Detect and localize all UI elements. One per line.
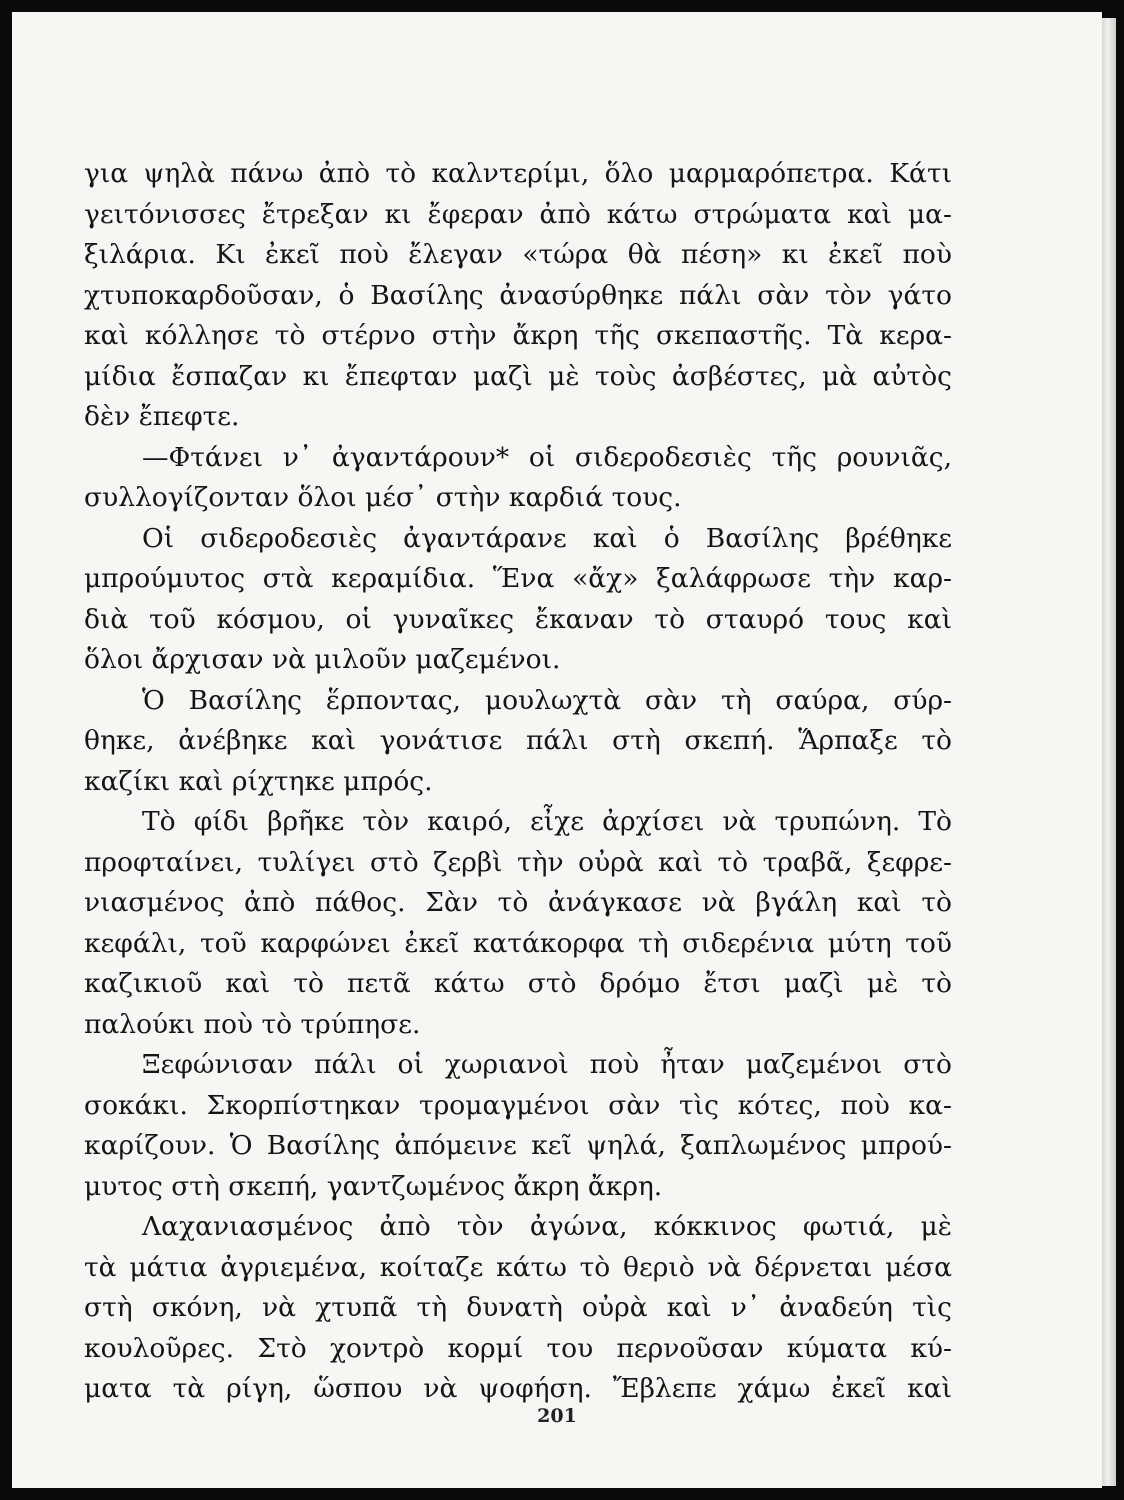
text-line: στὴ σκόνη, νὰ χτυπᾶ τὴ δυνατὴ οὐρὰ καὶ ν᾽ ἀναδεύη τὶς (84, 1292, 952, 1323)
text-line: μπρούμυτος στὰ κεραμίδια. Ἕνα «ἄχ» ξαλάφρωσε τὴν καρ- (84, 563, 952, 594)
text-line: σοκάκι. Σκορπίστηκαν τρομαγμένοι σὰν τὶς κότες, ποὺ κα- (84, 1089, 952, 1121)
text-line: για ψηλὰ πάνω ἀπὸ τὸ καλντερίμι, ὅλο μαρμαρόπετρα. Κάτι (84, 158, 952, 189)
text-line: Ὁ Βασίλης ἕρποντας, μουλωχτὰ σὰν τὴ σαύρα, σύρ- (142, 684, 952, 716)
text-line: θηκε, ἀνέβηκε καὶ γονάτισε πάλι στὴ σκεπή. Ἅρπαξε τὸ (84, 725, 952, 756)
page-number: 201 (537, 1405, 577, 1427)
text-line: μυτος στὴ σκεπή, γαντζωμένος ἄκρη ἄκρη. (84, 1170, 663, 1202)
text-line: ὅλοι ἄρχισαν νὰ μιλοῦν μαζεμένοι. (84, 644, 561, 675)
text-line: —Φτάνει ν᾽ ἀγαντάρουν* οἱ σιδεροδεσιὲς τῆς ρουνιᾶς, (142, 441, 952, 473)
text-line: ματα τὰ ρίγη, ὥσπου νὰ ψοφήση. Ἔβλεπε χάμω ἐκεῖ καὶ (84, 1373, 952, 1404)
text-line: Ξεφώνισαν πάλι οἱ χωριανοὶ ποὺ ἦταν μαζεμένοι στὸ (142, 1049, 952, 1080)
body-text (84, 154, 952, 1410)
text-line: Οἱ σιδεροδεσιὲς ἀγαντάρανε καὶ ὁ Βασίλης βρέθηκε (142, 522, 952, 554)
text-line: τὰ μάτια ἀγριεμένα, κοίταζε κάτω τὸ θεριὸ νὰ δέρνεται μέσα (84, 1251, 952, 1283)
text-line: προφταίνει, τυλίγει στὸ ζερβὶ τὴν οὐρὰ καὶ τὸ τραβᾶ, ξεφρε- (84, 846, 952, 878)
text-line: καζίκι καὶ ρίχτηκε μπρός. (84, 765, 433, 797)
text-line: καζικιοῦ καὶ τὸ πετᾶ κάτω στὸ δρόμο ἔτσι μαζὶ μὲ τὸ (84, 968, 952, 999)
text-line: καρίζουν. Ὁ Βασίλης ἀπόμεινε κεῖ ψηλά, ξαπλωμένος μπρού- (84, 1130, 952, 1161)
text-line: διὰ τοῦ κόσμου, οἱ γυναῖκες ἔκαναν τὸ σταυρό τους καὶ (84, 603, 952, 635)
text-line: μίδια ἔσπαζαν κι ἔπεφταν μαζὶ μὲ τοὺς ἀσβέστες, μὰ αὐτὸς (84, 360, 952, 392)
text-line: χτυποκαρδοῦσαν, ὁ Βασίλης ἀνασύρθηκε πάλι σὰν τὸν γάτο (84, 279, 952, 311)
page-edge (1102, 18, 1116, 1486)
text-line: ξιλάρια. Κι ἐκεῖ ποὺ ἔλεγαν «τώρα θὰ πέση» κι ἐκεῖ ποὺ (84, 239, 952, 270)
book-page (12, 12, 1102, 1488)
text-line: συλλογίζονταν ὅλοι μέσ᾽ στὴν καρδιά τους. (84, 482, 682, 513)
text-line: καὶ κόλλησε τὸ στέρνο στὴν ἄκρη τῆς σκεπαστῆς. Τὰ κερα- (84, 320, 952, 351)
text-line: Λαχανιασμένος ἀπὸ τὸν ἀγώνα, κόκκινος φωτιά, μὲ (142, 1211, 952, 1242)
text-line: νιασμένος ἀπὸ πάθος. Σὰν τὸ ἀνάγκασε νὰ βγάλη καὶ τὸ (84, 887, 952, 918)
text-line: κεφάλι, τοῦ καρφώνει ἐκεῖ κατάκορφα τὴ σιδερένια μύτη τοῦ (84, 927, 952, 959)
text-line: γειτόνισσες ἔτρεξαν κι ἔφεραν ἀπὸ κάτω στρώματα καὶ μα- (84, 198, 952, 230)
text-line: δὲν ἔπεφτε. (84, 401, 240, 432)
text-line: κουλοῦρες. Στὸ χοντρὸ κορμί του περνοῦσαν κύματα κύ- (84, 1332, 952, 1364)
text-line: παλούκι ποὺ τὸ τρύπησε. (84, 1008, 421, 1040)
text-line: Τὸ φίδι βρῆκε τὸν καιρό, εἶχε ἀρχίσει νὰ τρυπώνη. Τὸ (142, 806, 952, 837)
